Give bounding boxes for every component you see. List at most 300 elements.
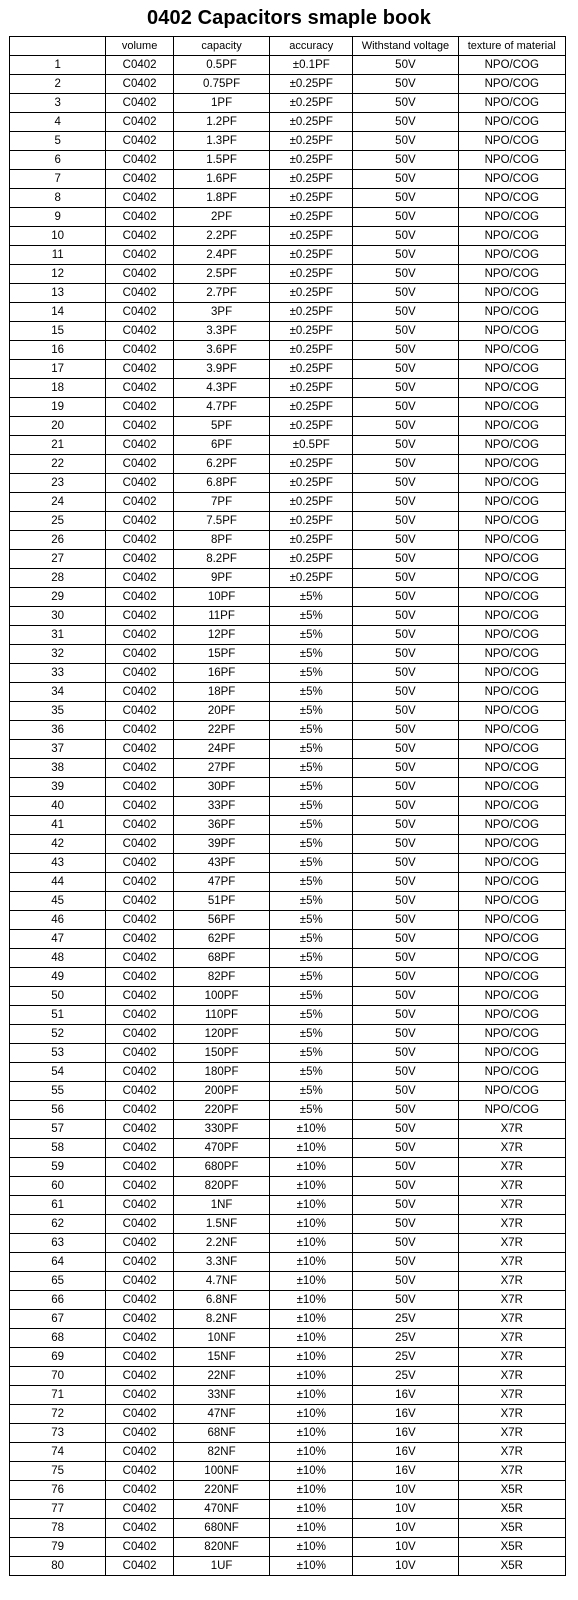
row-index-cell: 36: [10, 721, 106, 740]
material-cell: NPO/COG: [458, 417, 565, 436]
volume-cell: C0402: [106, 379, 174, 398]
material-cell: NPO/COG: [458, 189, 565, 208]
table-row: [10, 550, 566, 569]
table-row: [10, 1443, 566, 1462]
table-row: [10, 835, 566, 854]
voltage-cell: 50V: [353, 493, 458, 512]
row-index-cell: 50: [10, 987, 106, 1006]
voltage-cell: 50V: [353, 550, 458, 569]
volume-cell: C0402: [106, 702, 174, 721]
capacity-cell: 1.2PF: [173, 113, 269, 132]
page-title: 0402 Capacitors smaple book: [147, 7, 431, 29]
header-index: [10, 37, 106, 56]
row-index-cell: 47: [10, 930, 106, 949]
table-row: [10, 911, 566, 930]
row-index-cell: 76: [10, 1481, 106, 1500]
row-index-cell: 41: [10, 816, 106, 835]
volume-cell: C0402: [106, 512, 174, 531]
accuracy-cell: ±0.25PF: [270, 246, 353, 265]
capacity-cell: 68NF: [173, 1424, 269, 1443]
row-index-cell: 54: [10, 1063, 106, 1082]
capacity-cell: 220PF: [173, 1101, 269, 1120]
accuracy-cell: ±10%: [270, 1158, 353, 1177]
material-cell: NPO/COG: [458, 132, 565, 151]
table-row: [10, 284, 566, 303]
capacity-cell: 36PF: [173, 816, 269, 835]
capacity-cell: 47NF: [173, 1405, 269, 1424]
table-row: [10, 1044, 566, 1063]
volume-cell: C0402: [106, 1063, 174, 1082]
volume-cell: C0402: [106, 1272, 174, 1291]
volume-cell: C0402: [106, 113, 174, 132]
volume-cell: C0402: [106, 1291, 174, 1310]
accuracy-cell: ±5%: [270, 797, 353, 816]
accuracy-cell: ±5%: [270, 816, 353, 835]
material-cell: NPO/COG: [458, 987, 565, 1006]
table-row: [10, 132, 566, 151]
table-row: [10, 892, 566, 911]
volume-cell: C0402: [106, 303, 174, 322]
capacity-cell: 3.9PF: [173, 360, 269, 379]
accuracy-cell: ±10%: [270, 1405, 353, 1424]
capacity-cell: 1PF: [173, 94, 269, 113]
volume-cell: C0402: [106, 1253, 174, 1272]
material-cell: NPO/COG: [458, 75, 565, 94]
voltage-cell: 10V: [353, 1557, 458, 1576]
accuracy-cell: ±0.25PF: [270, 113, 353, 132]
material-cell: NPO/COG: [458, 1101, 565, 1120]
row-index-cell: 11: [10, 246, 106, 265]
voltage-cell: 50V: [353, 607, 458, 626]
accuracy-cell: ±5%: [270, 1044, 353, 1063]
voltage-cell: 50V: [353, 759, 458, 778]
capacity-cell: 2.2PF: [173, 227, 269, 246]
volume-cell: C0402: [106, 588, 174, 607]
volume-cell: C0402: [106, 1462, 174, 1481]
capacity-cell: 6.8NF: [173, 1291, 269, 1310]
volume-cell: C0402: [106, 968, 174, 987]
table-row: [10, 113, 566, 132]
material-cell: NPO/COG: [458, 398, 565, 417]
table-row: [10, 626, 566, 645]
voltage-cell: 50V: [353, 341, 458, 360]
capacity-cell: 7PF: [173, 493, 269, 512]
table-row: [10, 227, 566, 246]
table-row: [10, 1215, 566, 1234]
material-cell: X7R: [458, 1120, 565, 1139]
capacity-cell: 110PF: [173, 1006, 269, 1025]
accuracy-cell: ±5%: [270, 911, 353, 930]
row-index-cell: 10: [10, 227, 106, 246]
table-row: [10, 360, 566, 379]
accuracy-cell: ±0.25PF: [270, 265, 353, 284]
volume-cell: C0402: [106, 474, 174, 493]
row-index-cell: 53: [10, 1044, 106, 1063]
table-row: [10, 569, 566, 588]
accuracy-cell: ±0.25PF: [270, 75, 353, 94]
capacity-cell: 470NF: [173, 1500, 269, 1519]
row-index-cell: 1: [10, 56, 106, 75]
volume-cell: C0402: [106, 1234, 174, 1253]
voltage-cell: 50V: [353, 1158, 458, 1177]
volume-cell: C0402: [106, 531, 174, 550]
volume-cell: C0402: [106, 569, 174, 588]
voltage-cell: 10V: [353, 1481, 458, 1500]
row-index-cell: 77: [10, 1500, 106, 1519]
volume-cell: C0402: [106, 854, 174, 873]
table-row: [10, 1462, 566, 1481]
material-cell: X7R: [458, 1139, 565, 1158]
volume-cell: C0402: [106, 1006, 174, 1025]
accuracy-cell: ±5%: [270, 968, 353, 987]
table-row: [10, 1025, 566, 1044]
table-row: [10, 1481, 566, 1500]
accuracy-cell: ±0.25PF: [270, 94, 353, 113]
row-index-cell: 22: [10, 455, 106, 474]
voltage-cell: 50V: [353, 474, 458, 493]
row-index-cell: 74: [10, 1443, 106, 1462]
capacity-cell: 33PF: [173, 797, 269, 816]
row-index-cell: 42: [10, 835, 106, 854]
capacity-cell: 3.3NF: [173, 1253, 269, 1272]
table-row: [10, 588, 566, 607]
volume-cell: C0402: [106, 949, 174, 968]
table-row: [10, 1253, 566, 1272]
table-row: [10, 968, 566, 987]
material-cell: NPO/COG: [458, 379, 565, 398]
accuracy-cell: ±0.25PF: [270, 189, 353, 208]
accuracy-cell: ±10%: [270, 1557, 353, 1576]
volume-cell: C0402: [106, 189, 174, 208]
accuracy-cell: ±10%: [270, 1462, 353, 1481]
table-row: [10, 1310, 566, 1329]
material-cell: NPO/COG: [458, 436, 565, 455]
header-accuracy: accuracy: [270, 37, 353, 56]
voltage-cell: 50V: [353, 1063, 458, 1082]
voltage-cell: 50V: [353, 1044, 458, 1063]
material-cell: X7R: [458, 1177, 565, 1196]
capacity-cell: 15NF: [173, 1348, 269, 1367]
volume-cell: C0402: [106, 930, 174, 949]
row-index-cell: 57: [10, 1120, 106, 1139]
volume-cell: C0402: [106, 1215, 174, 1234]
voltage-cell: 50V: [353, 797, 458, 816]
material-cell: X7R: [458, 1196, 565, 1215]
row-index-cell: 25: [10, 512, 106, 531]
capacity-cell: 120PF: [173, 1025, 269, 1044]
row-index-cell: 12: [10, 265, 106, 284]
voltage-cell: 50V: [353, 778, 458, 797]
accuracy-cell: ±5%: [270, 892, 353, 911]
table-row: [10, 1538, 566, 1557]
header-texture-of-material: texture of material: [458, 37, 565, 56]
material-cell: NPO/COG: [458, 493, 565, 512]
voltage-cell: 50V: [353, 911, 458, 930]
accuracy-cell: ±0.25PF: [270, 474, 353, 493]
voltage-cell: 50V: [353, 1101, 458, 1120]
table-row: [10, 151, 566, 170]
accuracy-cell: ±0.25PF: [270, 132, 353, 151]
row-index-cell: 7: [10, 170, 106, 189]
voltage-cell: 16V: [353, 1443, 458, 1462]
material-cell: NPO/COG: [458, 664, 565, 683]
voltage-cell: 16V: [353, 1462, 458, 1481]
capacity-cell: 100PF: [173, 987, 269, 1006]
voltage-cell: 50V: [353, 626, 458, 645]
table-row: [10, 740, 566, 759]
row-index-cell: 49: [10, 968, 106, 987]
row-index-cell: 23: [10, 474, 106, 493]
capacity-cell: 6.2PF: [173, 455, 269, 474]
voltage-cell: 50V: [353, 132, 458, 151]
row-index-cell: 4: [10, 113, 106, 132]
material-cell: NPO/COG: [458, 835, 565, 854]
capacitor-table: [9, 36, 566, 1576]
row-index-cell: 9: [10, 208, 106, 227]
capacity-cell: 51PF: [173, 892, 269, 911]
volume-cell: C0402: [106, 132, 174, 151]
accuracy-cell: ±10%: [270, 1519, 353, 1538]
material-cell: NPO/COG: [458, 873, 565, 892]
accuracy-cell: ±5%: [270, 702, 353, 721]
accuracy-cell: ±10%: [270, 1500, 353, 1519]
accuracy-cell: ±0.25PF: [270, 360, 353, 379]
accuracy-cell: ±10%: [270, 1234, 353, 1253]
table-row: [10, 683, 566, 702]
material-cell: NPO/COG: [458, 360, 565, 379]
capacity-cell: 68PF: [173, 949, 269, 968]
capacity-cell: 20PF: [173, 702, 269, 721]
accuracy-cell: ±5%: [270, 626, 353, 645]
volume-cell: C0402: [106, 94, 174, 113]
header-capacity: capacity: [173, 37, 269, 56]
capacity-cell: 62PF: [173, 930, 269, 949]
capacity-cell: 1UF: [173, 1557, 269, 1576]
table-row: [10, 1177, 566, 1196]
capacity-cell: 100NF: [173, 1462, 269, 1481]
table-row: [10, 1291, 566, 1310]
material-cell: X5R: [458, 1538, 565, 1557]
row-index-cell: 58: [10, 1139, 106, 1158]
table-row: [10, 664, 566, 683]
voltage-cell: 16V: [353, 1405, 458, 1424]
material-cell: NPO/COG: [458, 56, 565, 75]
voltage-cell: 50V: [353, 379, 458, 398]
volume-cell: C0402: [106, 1424, 174, 1443]
voltage-cell: 50V: [353, 265, 458, 284]
capacity-cell: 200PF: [173, 1082, 269, 1101]
material-cell: NPO/COG: [458, 227, 565, 246]
table-row: [10, 94, 566, 113]
table-row: [10, 455, 566, 474]
row-index-cell: 71: [10, 1386, 106, 1405]
row-index-cell: 78: [10, 1519, 106, 1538]
accuracy-cell: ±5%: [270, 930, 353, 949]
voltage-cell: 50V: [353, 1291, 458, 1310]
capacity-cell: 82NF: [173, 1443, 269, 1462]
table-row: [10, 759, 566, 778]
accuracy-cell: ±5%: [270, 1101, 353, 1120]
row-index-cell: 69: [10, 1348, 106, 1367]
voltage-cell: 50V: [353, 873, 458, 892]
capacity-cell: 820PF: [173, 1177, 269, 1196]
accuracy-cell: ±0.25PF: [270, 550, 353, 569]
voltage-cell: 50V: [353, 1025, 458, 1044]
table-row: [10, 170, 566, 189]
voltage-cell: 50V: [353, 417, 458, 436]
row-index-cell: 75: [10, 1462, 106, 1481]
accuracy-cell: ±10%: [270, 1481, 353, 1500]
volume-cell: C0402: [106, 1348, 174, 1367]
voltage-cell: 50V: [353, 1006, 458, 1025]
capacity-cell: 680PF: [173, 1158, 269, 1177]
material-cell: NPO/COG: [458, 911, 565, 930]
row-index-cell: 61: [10, 1196, 106, 1215]
accuracy-cell: ±10%: [270, 1424, 353, 1443]
row-index-cell: 34: [10, 683, 106, 702]
volume-cell: C0402: [106, 797, 174, 816]
accuracy-cell: ±5%: [270, 835, 353, 854]
table-row: [10, 607, 566, 626]
row-index-cell: 48: [10, 949, 106, 968]
voltage-cell: 50V: [353, 1196, 458, 1215]
volume-cell: C0402: [106, 208, 174, 227]
table-row: [10, 436, 566, 455]
voltage-cell: 50V: [353, 702, 458, 721]
volume-cell: C0402: [106, 835, 174, 854]
material-cell: NPO/COG: [458, 607, 565, 626]
volume-cell: C0402: [106, 740, 174, 759]
row-index-cell: 16: [10, 341, 106, 360]
capacity-cell: 3PF: [173, 303, 269, 322]
capacity-cell: 56PF: [173, 911, 269, 930]
material-cell: NPO/COG: [458, 645, 565, 664]
volume-cell: C0402: [106, 1481, 174, 1500]
voltage-cell: 50V: [353, 455, 458, 474]
volume-cell: C0402: [106, 778, 174, 797]
table-row: [10, 1424, 566, 1443]
table-row: [10, 1500, 566, 1519]
table-row: [10, 797, 566, 816]
voltage-cell: 25V: [353, 1367, 458, 1386]
volume-cell: C0402: [106, 1025, 174, 1044]
voltage-cell: 50V: [353, 683, 458, 702]
volume-cell: C0402: [106, 1329, 174, 1348]
material-cell: NPO/COG: [458, 455, 565, 474]
table-row: [10, 645, 566, 664]
table-row: [10, 474, 566, 493]
accuracy-cell: ±0.25PF: [270, 170, 353, 189]
volume-cell: C0402: [106, 892, 174, 911]
material-cell: NPO/COG: [458, 246, 565, 265]
row-index-cell: 63: [10, 1234, 106, 1253]
accuracy-cell: ±10%: [270, 1367, 353, 1386]
row-index-cell: 14: [10, 303, 106, 322]
voltage-cell: 50V: [353, 645, 458, 664]
voltage-cell: 10V: [353, 1500, 458, 1519]
voltage-cell: 25V: [353, 1310, 458, 1329]
row-index-cell: 2: [10, 75, 106, 94]
accuracy-cell: ±0.25PF: [270, 303, 353, 322]
material-cell: NPO/COG: [458, 322, 565, 341]
material-cell: NPO/COG: [458, 113, 565, 132]
capacity-cell: 24PF: [173, 740, 269, 759]
row-index-cell: 17: [10, 360, 106, 379]
table-row: [10, 493, 566, 512]
volume-cell: C0402: [106, 626, 174, 645]
accuracy-cell: ±5%: [270, 854, 353, 873]
volume-cell: C0402: [106, 417, 174, 436]
row-index-cell: 15: [10, 322, 106, 341]
volume-cell: C0402: [106, 1519, 174, 1538]
capacity-cell: 4.3PF: [173, 379, 269, 398]
accuracy-cell: ±0.25PF: [270, 455, 353, 474]
table-row: [10, 417, 566, 436]
accuracy-cell: ±5%: [270, 949, 353, 968]
volume-cell: C0402: [106, 1500, 174, 1519]
table-row: [10, 1519, 566, 1538]
table-row: [10, 303, 566, 322]
capacity-cell: 2.4PF: [173, 246, 269, 265]
accuracy-cell: ±10%: [270, 1120, 353, 1139]
accuracy-cell: ±5%: [270, 664, 353, 683]
row-index-cell: 65: [10, 1272, 106, 1291]
table-row: [10, 341, 566, 360]
table-row: [10, 1386, 566, 1405]
volume-cell: C0402: [106, 75, 174, 94]
material-cell: X7R: [458, 1253, 565, 1272]
accuracy-cell: ±5%: [270, 1063, 353, 1082]
row-index-cell: 18: [10, 379, 106, 398]
capacity-cell: 4.7NF: [173, 1272, 269, 1291]
material-cell: NPO/COG: [458, 797, 565, 816]
table-row: [10, 816, 566, 835]
material-cell: NPO/COG: [458, 816, 565, 835]
material-cell: X7R: [458, 1291, 565, 1310]
accuracy-cell: ±0.25PF: [270, 531, 353, 550]
accuracy-cell: ±10%: [270, 1310, 353, 1329]
row-index-cell: 73: [10, 1424, 106, 1443]
row-index-cell: 3: [10, 94, 106, 113]
accuracy-cell: ±10%: [270, 1139, 353, 1158]
material-cell: X7R: [458, 1386, 565, 1405]
row-index-cell: 45: [10, 892, 106, 911]
row-index-cell: 5: [10, 132, 106, 151]
row-index-cell: 62: [10, 1215, 106, 1234]
volume-cell: C0402: [106, 816, 174, 835]
volume-cell: C0402: [106, 1405, 174, 1424]
table-row: [10, 1063, 566, 1082]
table-row: [10, 930, 566, 949]
capacity-cell: 1.5PF: [173, 151, 269, 170]
voltage-cell: 50V: [353, 512, 458, 531]
accuracy-cell: ±0.5PF: [270, 436, 353, 455]
volume-cell: C0402: [106, 56, 174, 75]
voltage-cell: 50V: [353, 816, 458, 835]
material-cell: X7R: [458, 1158, 565, 1177]
voltage-cell: 16V: [353, 1386, 458, 1405]
voltage-cell: 50V: [353, 1139, 458, 1158]
material-cell: NPO/COG: [458, 303, 565, 322]
accuracy-cell: ±0.25PF: [270, 569, 353, 588]
material-cell: X7R: [458, 1462, 565, 1481]
volume-cell: C0402: [106, 1538, 174, 1557]
row-index-cell: 31: [10, 626, 106, 645]
material-cell: NPO/COG: [458, 778, 565, 797]
capacity-cell: 3.3PF: [173, 322, 269, 341]
voltage-cell: 50V: [353, 284, 458, 303]
table-row: [10, 1329, 566, 1348]
